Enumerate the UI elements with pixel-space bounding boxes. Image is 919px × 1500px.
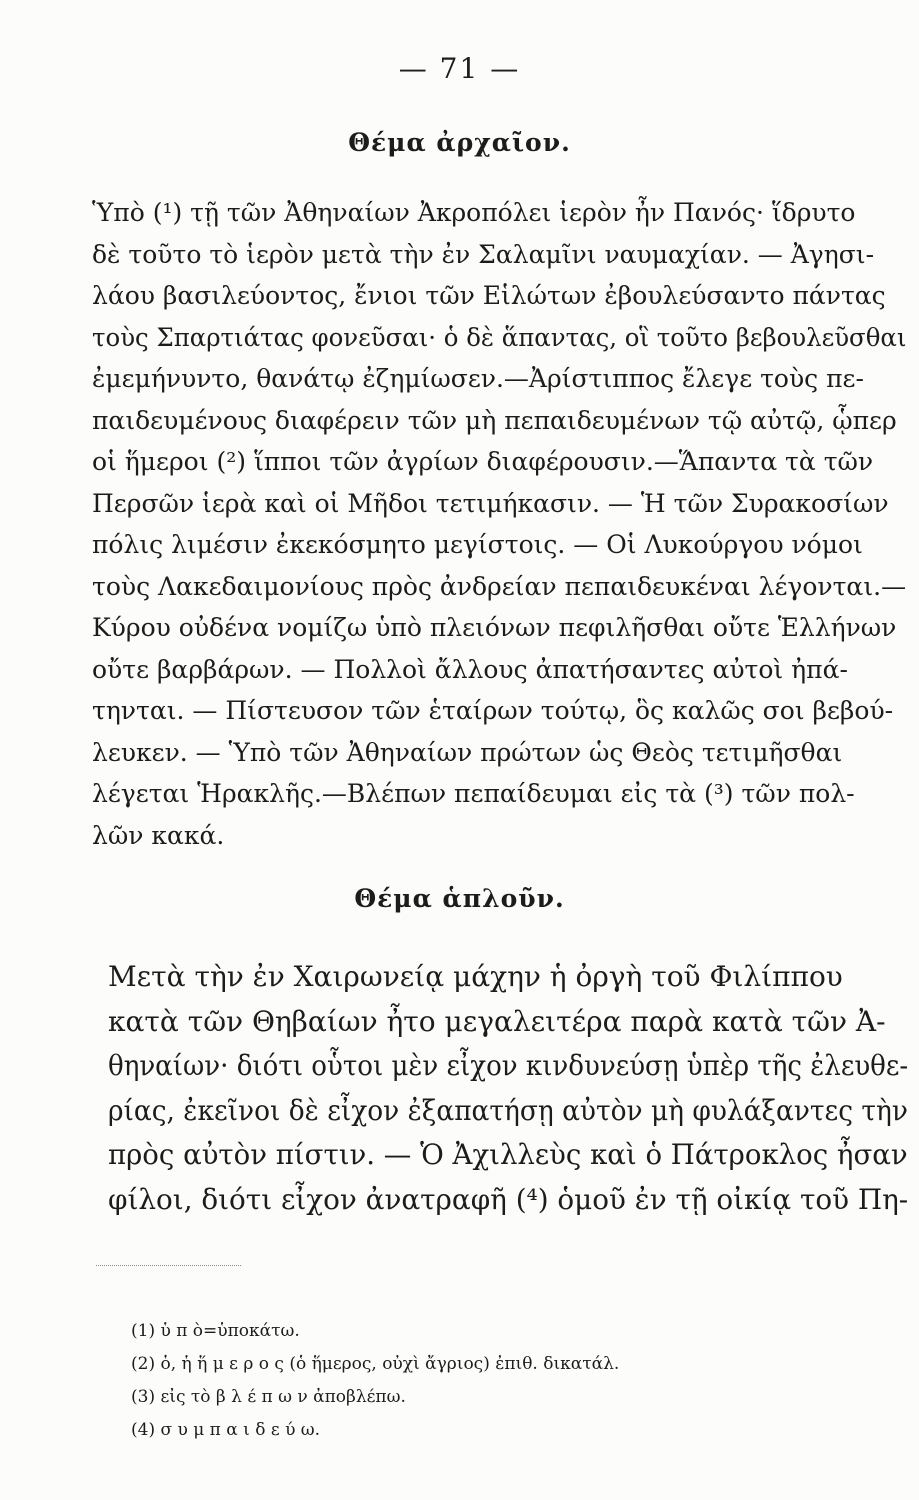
paragraph-ancient-theme (92, 192, 906, 856)
text-line: λευκεν. — Ὑπὸ τῶν Ἀθηναίων πρώτων ὡς Θεὸς τετιμῆσθαι (92, 737, 843, 767)
text-line: κατὰ τῶν Θηβαίων ἦτο μεγαλειτέρα παρὰ κατὰ τῶν Ἀ- (108, 1004, 886, 1038)
text-line: φίλοι, διότι εἶχον ἀνατραφῆ (⁴) ὁμοῦ ἐν τῇ οἰκίᾳ τοῦ Πη- (108, 1182, 909, 1216)
paragraph-simple-theme (108, 955, 908, 1222)
section-heading-simple-theme: Θέμα ἁπλοῦν. (354, 884, 565, 913)
text-line: θηναίων· διότι οὗτοι μὲν εἶχον κινδυνεύσῃ ὑπὲρ τῆς ἐλευθε- (108, 1049, 909, 1082)
page-number: — 71 — (398, 52, 521, 85)
footnote-item: (1) ὑ π ὸ=ὑποκάτω. (131, 1321, 300, 1341)
footnote-item: (2) ὁ, ἡ ἥ μ ε ρ ο ς (ὁ ἥμερος, οὐχὶ ἄγριος) ἐπιθ. δικατάλ. (131, 1354, 620, 1374)
text-line: Μετὰ τὴν ἐν Χαιρωνείᾳ μάχην ἡ ὀργὴ τοῦ Φιλίππου (108, 960, 843, 993)
text-line: παιδευμένους διαφέρειν τῶν μὴ πεπαιδευμένων τῷ αὐτῷ, ᾧπερ (92, 405, 897, 435)
text-line: πρὸς αὐτὸν πίστιν. — Ὁ Ἀχιλλεὺς καὶ ὁ Πάτροκλος ἦσαν (108, 1138, 908, 1171)
text-line: ρίας, ἐκεῖνοι δὲ εἶχον ἐξαπατήσῃ αὐτὸν μὴ φυλάξαντες τὴν (108, 1093, 908, 1127)
footnote-divider (96, 1265, 241, 1266)
text-line: τηνται. — Πίστευσον τῶν ἑταίρων τούτῳ, ὃς καλῶς σοι βεβού- (92, 696, 894, 725)
text-line: λάου βασιλεύοντος, ἔνιοι τῶν Εἱλώτων ἐβουλεύσαντο πάντας (92, 281, 886, 310)
footnote-item: (4) σ υ μ π α ι δ ε ύ ω. (131, 1420, 321, 1440)
section-heading-ancient-theme: Θέμα ἀρχαῖον. (348, 128, 571, 157)
text-line: ἐμεμήνυντο, θανάτῳ ἐζημίωσεν.—Ἀρίστιππος ἔλεγε τοὺς πε- (92, 364, 864, 393)
footnotes-list (131, 1315, 619, 1447)
text-line: τοὺς Σπαρτιάτας φονεῦσαι· ὁ δὲ ἅπαντας, οἳ τοῦτο βεβουλεῦσθαι (92, 322, 907, 352)
text-line: Ὑπὸ (¹) τῇ τῶν Ἀθηναίων Ἀκροπόλει ἱερὸν ἦν Πανός· ἵδρυτο (92, 198, 856, 227)
footnote-item: (3) εἰς τὸ β λ έ π ω ν ἀποβλέπω. (131, 1387, 406, 1407)
text-line: Περσῶν ἱερὰ καὶ οἱ Μῆδοι τετιμήκασιν. — Ἡ τῶν Συρακοσίων (92, 488, 889, 518)
text-line: τοὺς Λακεδαιμονίους πρὸς ἀνδρείαν πεπαιδευκέναι λέγονται.— (92, 571, 907, 601)
text-line: πόλις λιμέσιν ἐκεκόσμητο μεγίστοις. — Οἱ Λυκούργου νόμοι (92, 530, 863, 559)
text-line: λῶν κακά. (92, 820, 225, 850)
text-line: δὲ τοῦτο τὸ ἱερὸν μετὰ τὴν ἐν Σαλαμῖνι ναυμαχίαν. — Ἀγησι- (92, 239, 875, 269)
text-line: λέγεται Ἡρακλῆς.—Βλέπων πεπαίδευμαι εἰς τὰ (³) τῶν πολ- (92, 779, 855, 808)
text-line: οἱ ἥμεροι (²) ἵπποι τῶν ἀγρίων διαφέρουσιν.—Ἅπαντα τὰ τῶν (92, 447, 874, 476)
text-line: Κύρου οὐδένα νομίζω ὑπὸ πλειόνων πεφιλῆσθαι οὔτε Ἑλλήνων (92, 613, 897, 642)
text-line: οὔτε βαρβάρων. — Πολλοὶ ἄλλους ἀπατήσαντες αὐτοὶ ἠπά- (92, 654, 848, 684)
